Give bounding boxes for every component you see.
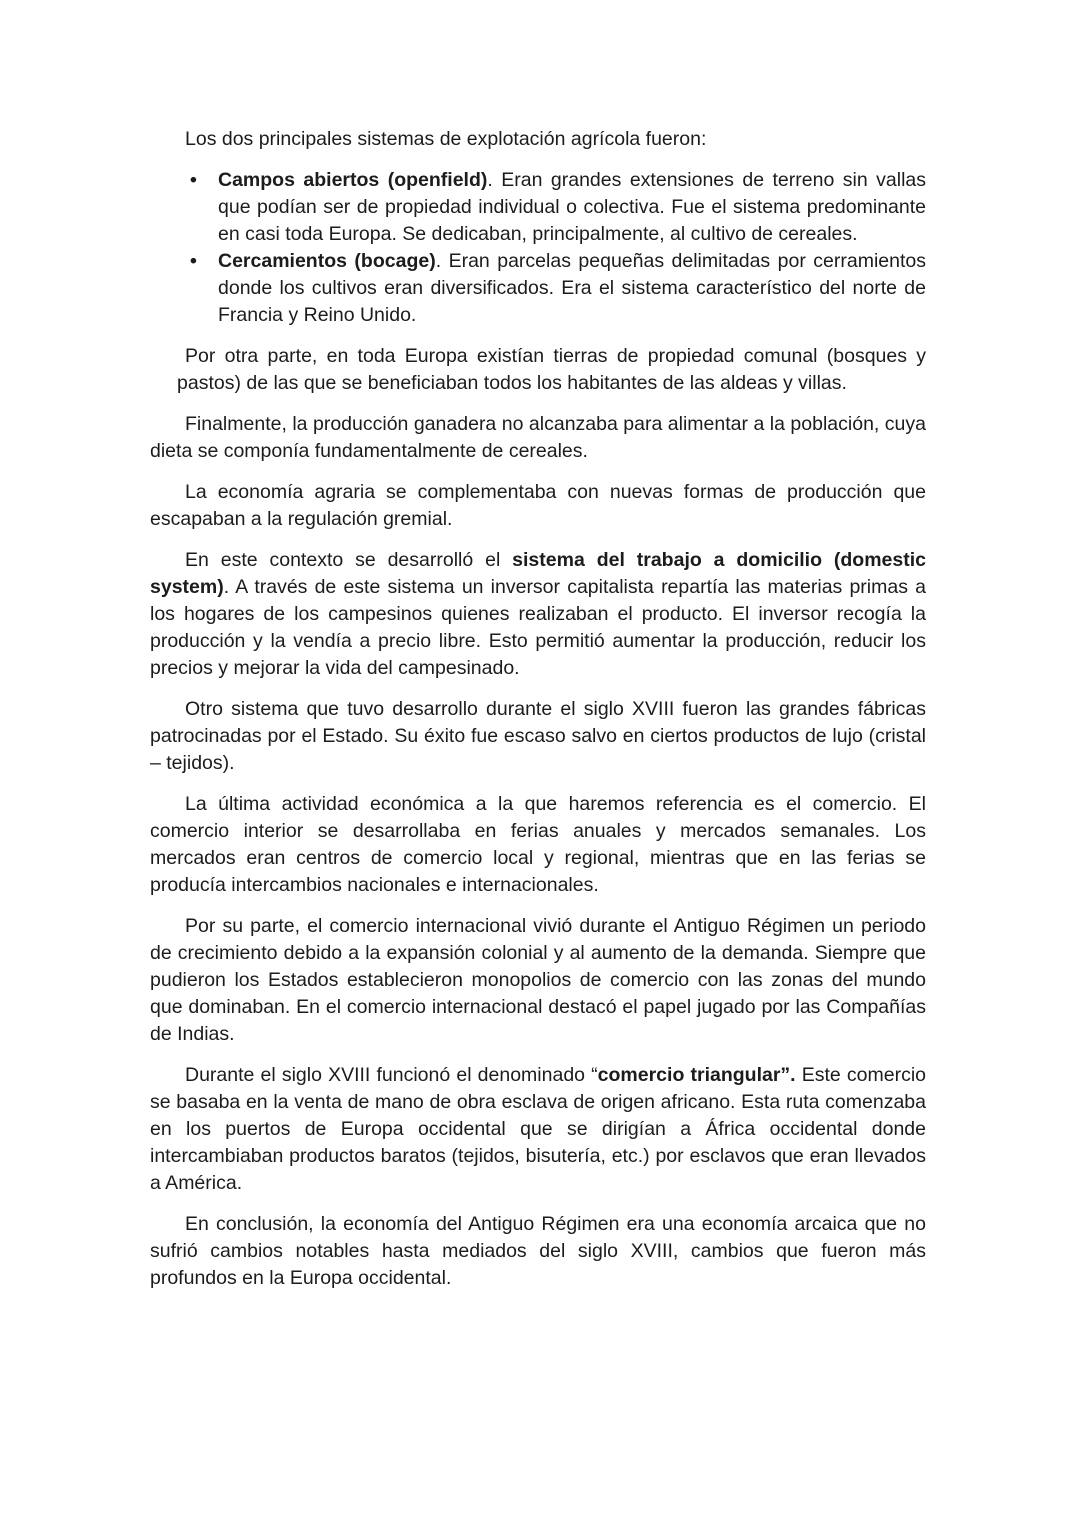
text-run: Este comercio se basaba en la venta de mano de obra esclava de origen africano. Esta ruta comenzaba en los puertos de Europa occidental que se dirigían a África occidental donde intercambiaban productos baratos (tejidos, bisutería, etc.) por esclavos que eran llevados a América. <box>150 1064 927 1194</box>
bullet-icon: • <box>190 169 197 191</box>
list-item-bocage <box>150 248 926 329</box>
text-run: Otro sistema que tuvo desarrollo durante el siglo XVIII fueron las grandes fábricas patrocinadas por el Estado. Su éxito fue escaso salvo en ciertos productos de lujo (cristal – tejidos). <box>150 698 926 774</box>
text-run-bold: Campos abiertos (openfield) <box>218 169 488 191</box>
paragraph-intro <box>150 126 926 153</box>
text-run: Por su parte, el comercio internacional vivió durante el Antiguo Régimen un periodo de crecimiento debido a la expansión colonial y al aumento de la demanda. Siempre que pudieron los Estados establecieron monopolios de comercio con las zonas del mundo que dominaban. En el comercio internacional destacó el papel jugado por las Compañías de Indias. <box>150 915 926 1045</box>
text-run: La última actividad económica a la que haremos referencia es el comercio. El comercio interior se desarrollaba en ferias anuales y mercados semanales. Los mercados eran centros de comercio local y regional, mientras que en las ferias se producía intercambios nacionales e internacionales. <box>150 793 926 896</box>
text-run: En conclusión, la economía del Antiguo Régimen era una economía arcaica que no sufrió cambios notables hasta mediados del siglo XVIII, cambios que fueron más profundos en la Europa occidental. <box>150 1213 926 1289</box>
paragraph-conclusion <box>150 1211 926 1292</box>
text-run-bold: Cercamientos (bocage) <box>218 250 436 272</box>
text-run: Durante el siglo XVIII funcionó el denominado “ <box>185 1064 598 1086</box>
list-item-openfield <box>150 167 926 248</box>
paragraph-economia-agraria <box>150 479 926 533</box>
text-run: En este contexto se desarrolló el <box>185 549 513 571</box>
paragraph-comercio-internacional <box>150 913 926 1048</box>
text-run: Los dos principales sistemas de explotación agrícola fueron: <box>185 128 707 150</box>
text-run-bold: comercio triangular”. <box>597 1064 796 1086</box>
text-run: Por otra parte, en toda Europa existían tierras de propiedad comunal (bosques y pastos) de las que se beneficiaban todos los habitantes de las aldeas y villas. <box>177 345 926 394</box>
paragraph-domestic-system <box>150 547 926 682</box>
paragraph-fabricas-estado <box>150 696 926 777</box>
bullet-list <box>150 167 926 329</box>
bullet-icon: • <box>190 250 197 272</box>
text-run-bold: sistema del trabajo a domicilio (domestic system) <box>150 549 926 598</box>
text-run: . Eran parcelas pequeñas delimitadas por cerramientos donde los cultivos eran diversificados. Era el sistema característico del norte de Francia y Reino Unido. <box>218 250 926 326</box>
text-run: . Eran grandes extensiones de terreno sin vallas que podían ser de propiedad individual o colectiva. Fue el sistema predominante en casi toda Europa. Se dedicaban, principalmente, al cultivo de cereales. <box>218 169 927 245</box>
text-run: Finalmente, la producción ganadera no alcanzaba para alimentar a la población, cuya dieta se componía fundamentalmente de cereales. <box>150 413 926 462</box>
paragraph-produccion-ganadera <box>150 411 926 465</box>
paragraph-comercio-triangular <box>150 1062 926 1197</box>
text-run: La economía agraria se complementaba con nuevas formas de producción que escapaban a la regulación gremial. <box>150 481 926 530</box>
text-run: . A través de este sistema un inversor capitalista repartía las materias primas a los hogares de los campesinos quienes realizaban el producto. El inversor recogía la producción y la vendía a precio libre. Esto permitió aumentar la producción, reducir los precios y mejorar la vida del campesinado. <box>150 576 926 679</box>
paragraph-comercio-interior <box>150 791 926 899</box>
paragraph-tierras-comunales <box>177 343 926 397</box>
